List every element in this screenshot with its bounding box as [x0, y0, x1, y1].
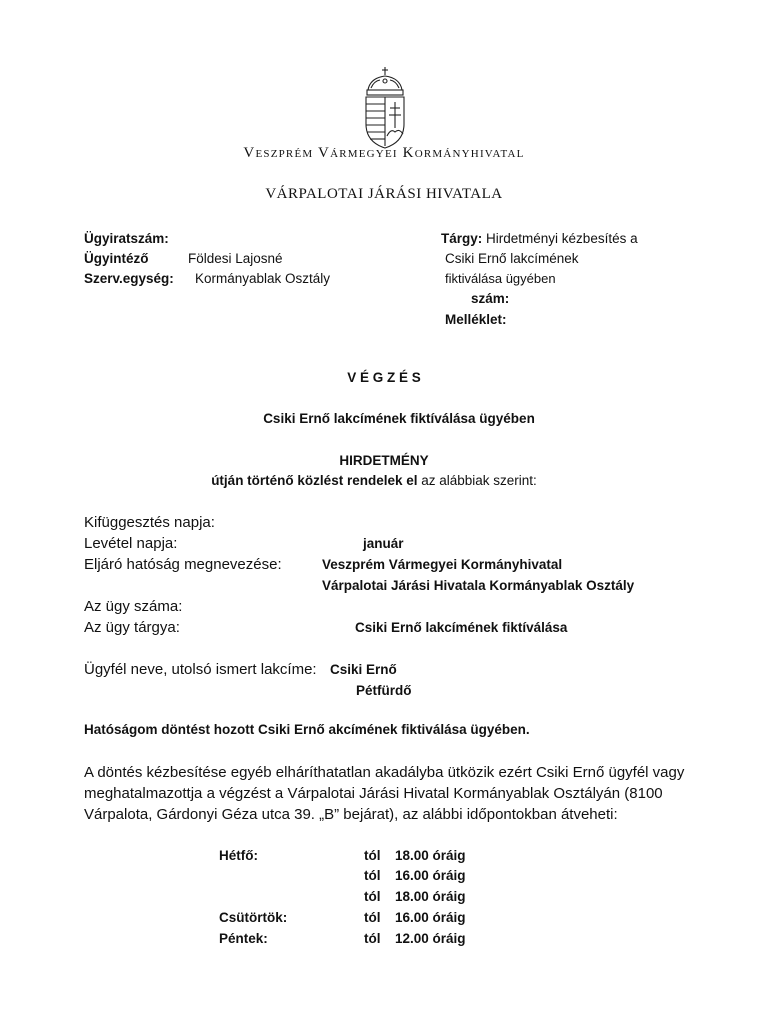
ugyintezo-value: Földesi Lajosné — [188, 251, 283, 266]
targy-line2: Csiki Ernő lakcímének — [445, 251, 579, 266]
schedule-day: Hétfő: — [219, 848, 258, 863]
ugyfel-label: Ügyfél neve, utolsó ismert lakcíme: — [84, 661, 317, 678]
schedule-until: 16.00 óráig — [395, 868, 466, 883]
targy-value: Hirdetményi kézbesítés a — [486, 231, 638, 246]
targy-line3: fiktiválása ügyében — [445, 271, 556, 286]
szerv-label: Szerv.egység: — [84, 271, 174, 286]
intro-line — [0, 473, 748, 488]
agency-name: Veszprém Vármegyei Kormányhivatal — [243, 145, 525, 161]
targy-label: Tárgy: — [441, 231, 483, 246]
paragraph-line-2: meghatalmazottja a végzést a Várpalotai Járási Hivatal Kormányablak Osztályán (8100 — [84, 785, 663, 802]
levetel-label: Levétel napja: — [84, 535, 178, 552]
szerv-value: Kormányablak Osztály — [195, 271, 331, 286]
eljaro-label: Eljáró hatóság megnevezése: — [84, 556, 282, 573]
schedule-until: 18.00 óráig — [395, 889, 466, 904]
intro-rest: az alábbiak szerint: — [417, 473, 537, 488]
vegzes-title: V É G Z É S — [347, 370, 421, 385]
schedule-tol: tól — [364, 868, 381, 883]
schedule-until: 18.00 óráig — [395, 848, 466, 863]
subject-line: Csiki Ernő lakcímének fiktíválása ügyében — [263, 411, 535, 426]
ugy-targya-value: Csiki Ernő lakcímének fiktíválása — [355, 620, 568, 635]
schedule-tol: tól — [364, 848, 381, 863]
intro-bold: útján történő közlést rendelek el — [211, 473, 418, 488]
ugy-szama-label: Az ügy száma: — [84, 598, 183, 615]
schedule-tol: tól — [364, 910, 381, 925]
ugyintezo-label: Ügyintéző — [84, 251, 149, 266]
ugyfel-name: Csiki Ernő — [330, 662, 397, 677]
office-name: VÁRPALOTAI JÁRÁSI HIVATALA — [265, 186, 503, 202]
schedule-day: Csütörtök: — [219, 910, 288, 925]
paragraph-line-3: Várpalota, Gárdonyi Géza utca 39. „B” bejárat), az alábbi időpontokban átveheti: — [84, 806, 618, 823]
hirdetmeny-title: HIRDETMÉNY — [339, 453, 429, 468]
ugyfel-city: Pétfürdő — [356, 683, 412, 698]
schedule-tol: tól — [364, 889, 381, 904]
coat-of-arms-icon — [358, 66, 412, 150]
eljaro-value-2: Várpalotai Járási Hivatala Kormányablak Osztály — [322, 578, 635, 593]
ugy-targya-label: Az ügy tárgya: — [84, 619, 180, 636]
kifuggesztes-label: Kifüggesztés napja: — [84, 514, 215, 531]
schedule-until: 16.00 óráig — [395, 910, 466, 925]
ugyiratszam-label: Ügyiratszám: — [84, 231, 169, 246]
szam-label: szám: — [471, 291, 510, 306]
paragraph-line-1: A döntés kézbesítése egyéb elháríthatatlan akadályba ütközik ezért Csiki Ernő ügyfél vagy — [84, 764, 685, 781]
eljaro-value-1: Veszprém Vármegyei Kormányhivatal — [322, 557, 563, 572]
schedule-day: Péntek: — [219, 931, 268, 946]
levetel-value: január — [363, 536, 404, 551]
melleklet-label: Melléklet: — [445, 312, 507, 327]
schedule-until: 12.00 óráig — [395, 931, 466, 946]
decision-line: Hatóságom döntést hozott Csiki Ernő akcímének fiktiválása ügyében. — [84, 722, 530, 737]
schedule-tol: tól — [364, 931, 381, 946]
targy-line1 — [441, 231, 638, 246]
